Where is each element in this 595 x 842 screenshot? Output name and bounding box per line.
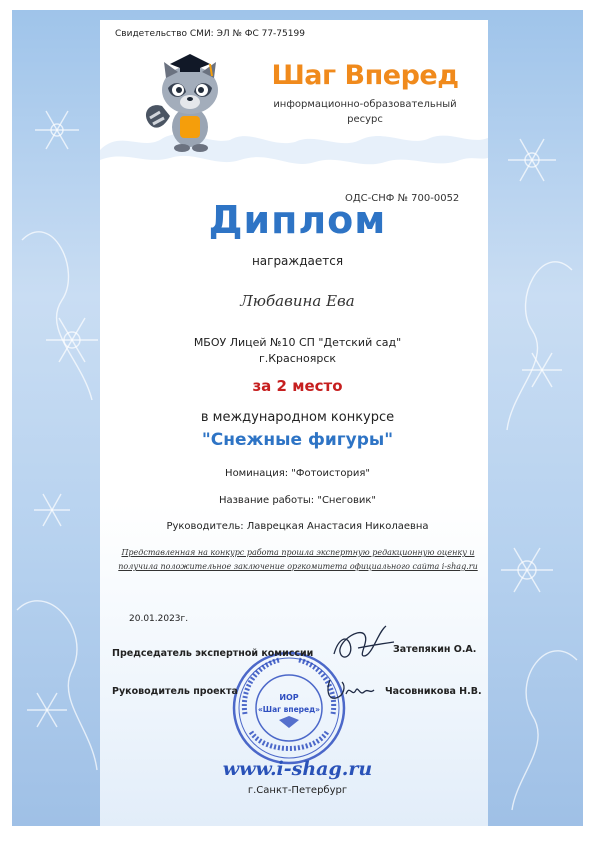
- raccoon-mascot-icon: [140, 42, 230, 154]
- stamp-center-line1: ИОР: [279, 693, 299, 702]
- city: г.Санкт-Петербург: [247, 785, 348, 796]
- chair-role: Председатель экспертной комиссии: [112, 648, 314, 659]
- stamp-center-line2: «Шаг вперед»: [257, 705, 321, 714]
- diploma-title: Диплом: [208, 198, 387, 242]
- document-number: ОДС-СНФ № 700-0052: [345, 193, 460, 204]
- logo-title: Шаг Вперед: [271, 60, 459, 91]
- supervisor: Руководитель: Лаврецкая Анастасия Николаевна: [166, 521, 429, 532]
- nomination: Номинация: "Фотоистория": [225, 468, 370, 479]
- website-link[interactable]: www.i-shag.ru: [222, 758, 373, 780]
- issue-date: 20.01.2023г.: [129, 614, 189, 624]
- head-role: Руководитель проекта: [112, 686, 238, 697]
- contest-intro: в международном конкурсе: [200, 410, 395, 425]
- contest-name: "Снежные фигуры": [201, 430, 394, 450]
- official-stamp: [231, 650, 347, 766]
- school-name: МБОУ Лицей №10 СП "Детский сад": [193, 336, 402, 349]
- place-award: за 2 место: [252, 377, 343, 395]
- evaluation-note: Представленная на конкурс работа прошла экспертную редакционную оценку и получила положительное заключение оргкомитета официального сайта i-shag.ru: [118, 548, 478, 571]
- recipient-name: Любавина Ева: [240, 292, 355, 310]
- awarded-text: награждается: [251, 254, 344, 268]
- work-title: Название работы: "Снеговик": [218, 495, 377, 506]
- logo-subtitle: информационно-образовательный ресурс: [273, 99, 457, 125]
- chair-signature: [328, 622, 398, 666]
- media-certificate-text: Свидетельство СМИ: ЭЛ № ФС 77-75199: [115, 29, 305, 39]
- head-signature: [322, 672, 384, 706]
- chair-name: Затепякин О.А.: [393, 644, 477, 655]
- school-city: г.Красноярск: [258, 352, 337, 365]
- head-name: Часовникова Н.В.: [385, 686, 482, 697]
